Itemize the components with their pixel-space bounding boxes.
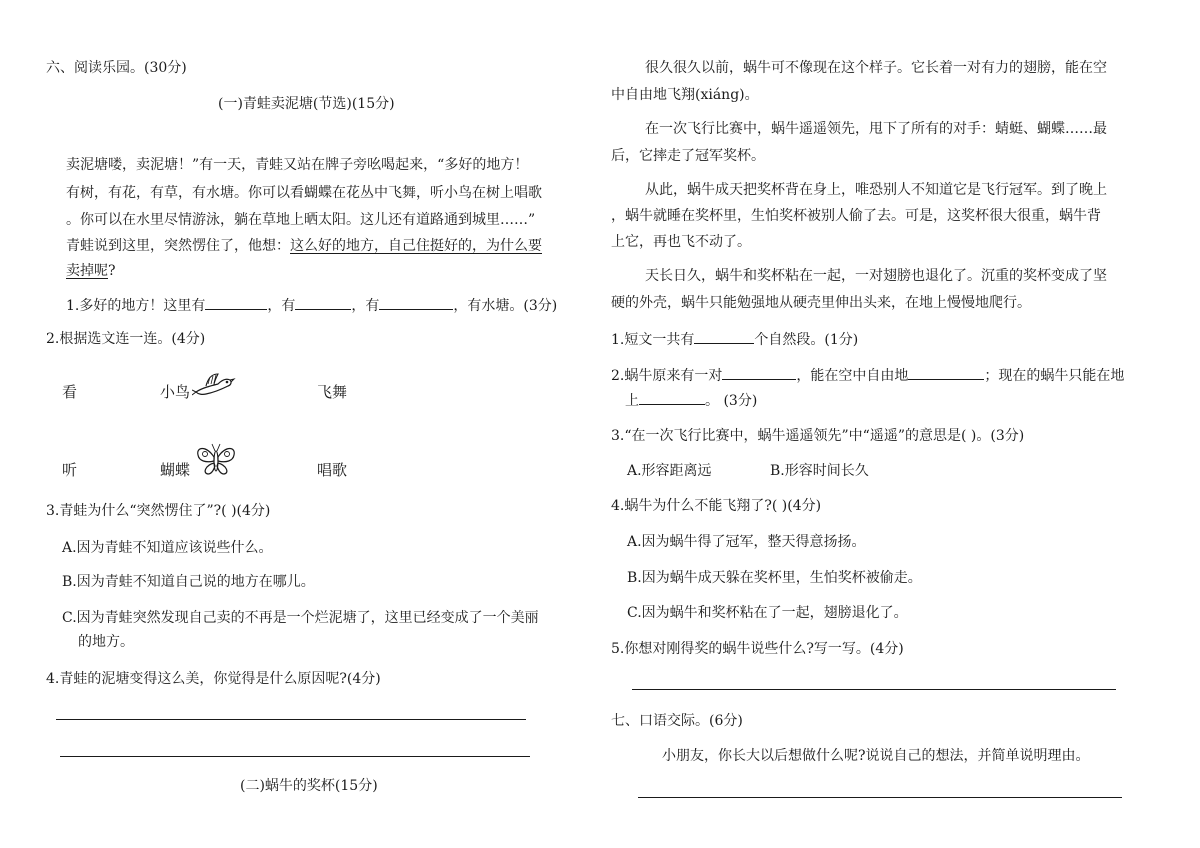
question-2: 2.根据选文连一连。(4分) (46, 331, 206, 347)
option-a[interactable]: A.形容距离远 (627, 463, 712, 479)
passage2-line: 后，它摔走了冠军奖杯。 (611, 148, 765, 164)
match-left-2: 听 (62, 461, 78, 479)
passage2-line: 硬的外壳，蜗牛只能勉强地从硬壳里伸出头来，在地上慢慢地爬行。 (611, 295, 1031, 311)
answer-blank[interactable] (295, 295, 351, 310)
question-5: 5.你想对刚得奖的蜗牛说些什么?写一写。(4分) (611, 641, 904, 657)
passage1-line (66, 237, 542, 255)
question-text: ；现在的蜗牛只能在地 (984, 368, 1125, 384)
question-text: ，有 (267, 298, 296, 314)
question-2-continued (625, 390, 757, 410)
question-text: 1.多好的地方！这里有 (66, 298, 206, 314)
option-c-continued: 的地方。 (78, 634, 134, 650)
section6-heading: 六、阅读乐园。(30分) (46, 60, 187, 76)
passage2-line: 很久很久以前，蜗牛可不像现在这个样子。它长着一对有力的翅膀，能在空 (645, 60, 1107, 76)
answer-line[interactable] (56, 719, 526, 720)
option-a[interactable]: A.因为蜗牛得了冠军，整天得意扬扬。 (627, 534, 866, 550)
passage2-line: 中自由地飞翔(xiáng)。 (611, 87, 759, 103)
match-right-1: 飞舞 (317, 383, 348, 401)
answer-line[interactable] (632, 689, 1116, 690)
passage2-line: 从此，蜗牛成天把奖杯背在身上，唯恐别人不知道它是飞行冠军。到了晚上 (645, 182, 1107, 198)
answer-line[interactable] (638, 797, 1122, 798)
passage2-title: (二)蜗牛的奖杯(15分) (240, 778, 378, 794)
question-3: 3.青蛙为什么“突然愣住了”?( )(4分) (46, 503, 271, 519)
underlined-sentence: 这么好的地方，自己住挺好的，为什么要 (290, 238, 542, 254)
passage1-title: (一)青蛙卖泥塘(节选)(15分) (218, 96, 395, 112)
option-c[interactable]: C.因为青蛙突然发现自己卖的不再是一个烂泥塘了，这里已经变成了一个美丽 (62, 610, 539, 626)
question-4: 4.青蛙的泥塘变得这么美，你觉得是什么原因呢?(4分) (46, 671, 381, 687)
question-text: ，有 (351, 298, 380, 314)
answer-line[interactable] (60, 756, 530, 757)
answer-blank[interactable] (694, 329, 754, 344)
question-text: ，有水塘。(3分) (453, 298, 558, 314)
bird-icon (192, 370, 236, 400)
passage1-line: 有树，有花，有草，有水塘。你可以看蝴蝶在花丛中飞舞，听小鸟在树上唱歌 (66, 185, 542, 201)
match-right-2: 唱歌 (317, 461, 348, 479)
answer-blank[interactable] (722, 365, 796, 380)
question-text: 2.蜗牛原来有一对 (611, 368, 723, 384)
passage2-line: 上它，再也飞不动了。 (611, 234, 751, 250)
question-1 (66, 295, 557, 315)
option-b[interactable]: B.形容时间长久 (770, 463, 869, 479)
option-b[interactable]: B.因为蜗牛成天躲在奖杯里，生怕奖杯被偷走。 (627, 570, 922, 586)
match-mid-1: 小鸟 (160, 383, 191, 401)
question-text: 。 (3分) (705, 393, 758, 409)
match-mid-2: 蝴蝶 (160, 461, 191, 479)
question-text: 上 (625, 393, 639, 409)
question-1 (611, 329, 858, 349)
question-mark: ? (108, 263, 116, 279)
question-4: 4.蜗牛为什么不能飞翔了?( )(4分) (611, 498, 822, 514)
answer-blank[interactable] (639, 390, 705, 405)
passage2-line: 在一次飞行比赛中，蜗牛遥遥领先，甩下了所有的对手：蜻蜓、蝴蝶……最 (645, 121, 1107, 137)
answer-blank[interactable] (379, 295, 453, 310)
question-2 (611, 365, 1124, 385)
passage1-line: 卖泥塘喽，卖泥塘！”有一天，青蛙又站在牌子旁吆喝起来，“多好的地方！ (66, 157, 529, 173)
passage1-text: 青蛙说到这里，突然愣住了，他想： (66, 238, 290, 254)
passage2-line: ，蜗牛就睡在奖杯里，生怕奖杯被别人偷了去。可是，这奖杯很大很重，蜗牛背 (611, 208, 1101, 224)
passage2-line: 天长日久，蜗牛和奖杯粘在一起，一对翅膀也退化了。沉重的奖杯变成了坚 (645, 268, 1107, 284)
butterfly-icon (194, 441, 238, 477)
passage1-line: 。你可以在水里尽情游泳，躺在草地上晒太阳。这儿还有道路通到城里……” (66, 212, 536, 228)
underlined-sentence-end: 卖掉呢 (66, 263, 108, 279)
answer-blank[interactable] (205, 295, 267, 310)
passage1-line (66, 262, 116, 280)
match-left-1: 看 (62, 383, 78, 401)
option-c[interactable]: C.因为蜗牛和奖杯粘在了一起，翅膀退化了。 (627, 605, 908, 621)
question-text: 个自然段。(1分) (754, 332, 859, 348)
option-a[interactable]: A.因为青蛙不知道应该说些什么。 (62, 540, 273, 556)
section7-prompt: 小朋友，你长大以后想做什么呢?说说自己的想法，并简单说明理由。 (662, 748, 1090, 764)
answer-blank[interactable] (908, 365, 984, 380)
option-b[interactable]: B.因为青蛙不知道自己说的地方在哪儿。 (62, 574, 315, 590)
section7-heading: 七、口语交际。(6分) (611, 713, 743, 729)
question-text: ，能在空中自由地 (796, 368, 909, 384)
question-text: 1.短文一共有 (611, 332, 695, 348)
question-3: 3.“在一次飞行比赛中，蜗牛遥遥领先”中“遥遥”的意思是( )。(3分) (611, 428, 1025, 444)
